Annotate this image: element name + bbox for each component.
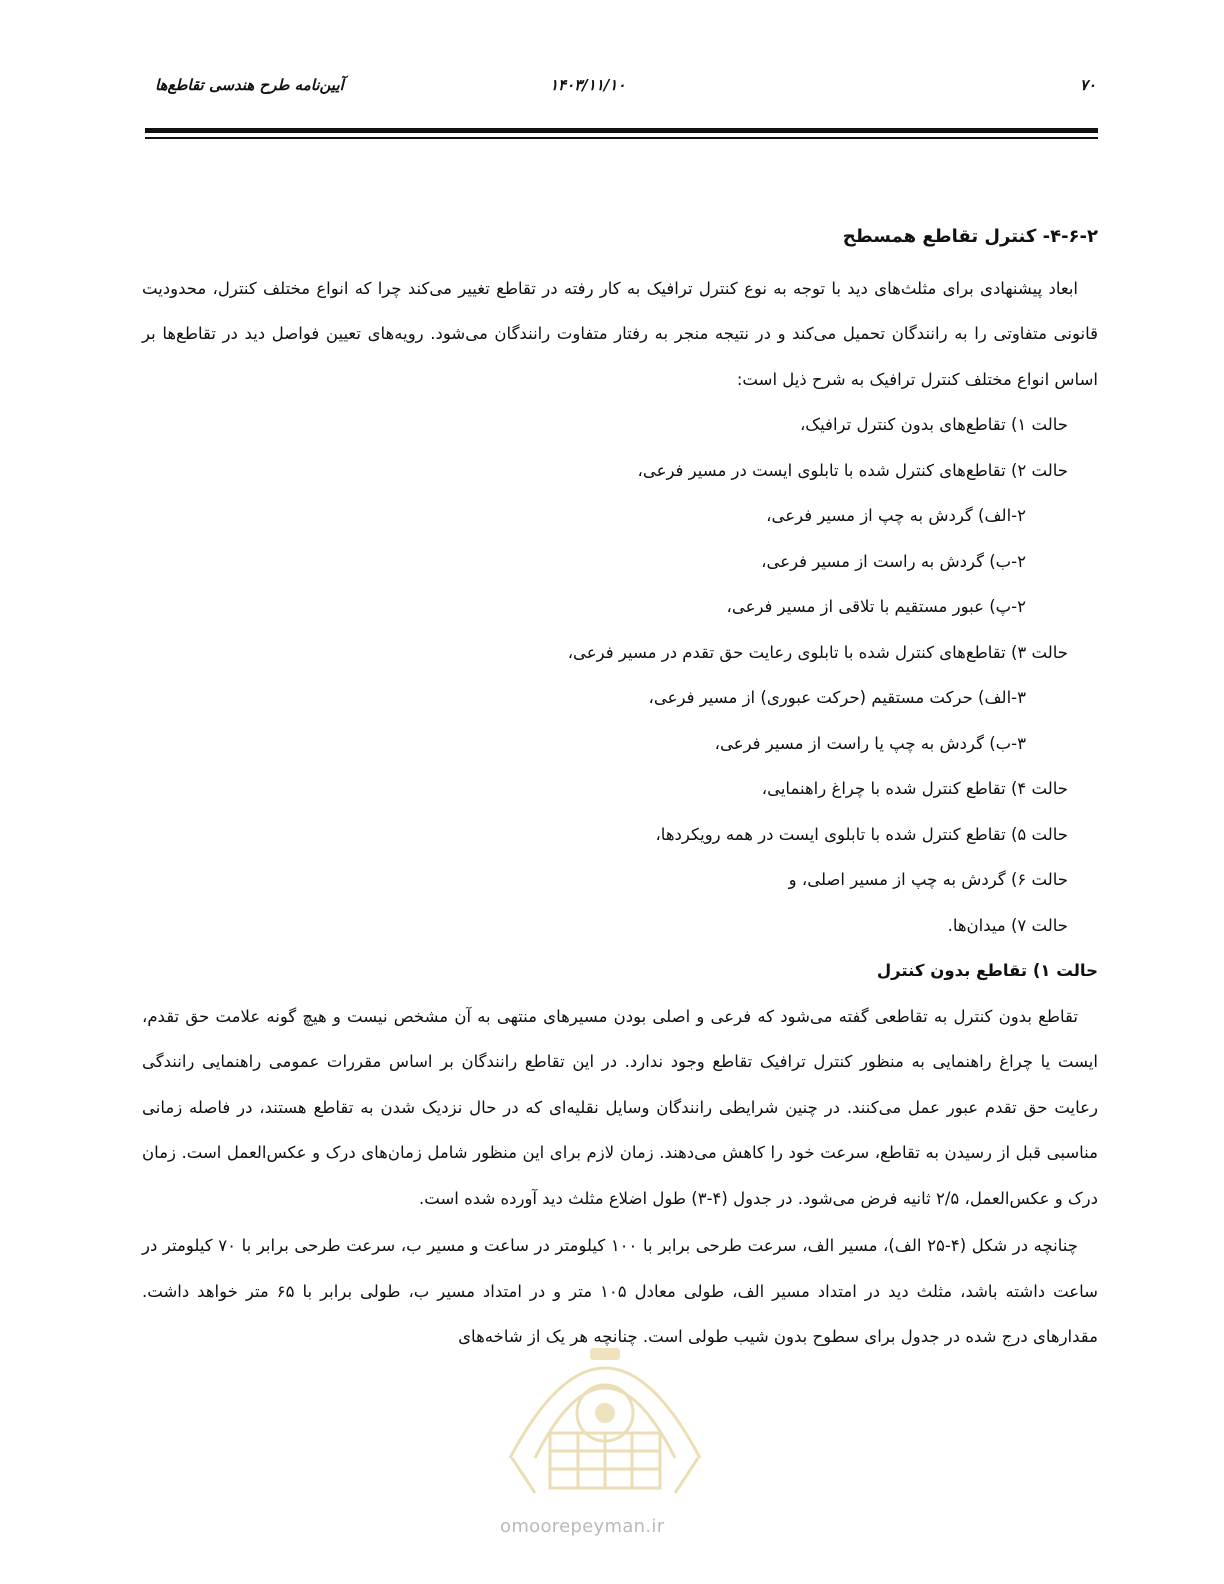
case1-heading: حالت ۱) تقاطع بدون کنترل — [876, 961, 1098, 980]
watermark-url: omoorepeyman.ir — [500, 1516, 665, 1537]
case-item: حالت ۱) تقاطع‌های بدون کنترل ترافیک، — [799, 415, 1068, 434]
subcase-item: ۲-ب) گردش به راست از مسیر فرعی، — [761, 551, 1026, 571]
page-number: ۷۰ — [1079, 76, 1096, 94]
case-item: حالت ۷) میدان‌ها. — [947, 915, 1068, 935]
header-rule-thin — [145, 137, 1098, 139]
example-paragraph: چنانچه در شکل (۴-۲۵ الف)، مسیر الف، سرعت طرحی برابر با ۱۰۰ کیلومتر در ساعت و مسیر ب، سرعت طرحی برابر با ۷۰ کیلومتر در ساعت داشته باشد، مثلث دید در امتداد مسیر الف، طولی معادل ۱۰۵ متر و در امتداد مسیر ب، طولی برابر با ۶۵ متر خواهد داشت. مقدارهای درج شده در جدول برای سطوح بدون شیب طولی است. چنانچه هر یک از شاخه‌های — [142, 1236, 1099, 1346]
section-heading: ۴-۶-۲- کنترل تقاطع همسطح — [842, 226, 1098, 247]
case-item: حالت ۴) تقاطع کنترل شده با چراغ راهنمایی، — [761, 779, 1068, 798]
case-item: حالت ۲) تقاطع‌های کنترل شده با تابلوی ایست در مسیر فرعی، — [637, 460, 1068, 480]
header-rule-thick — [145, 128, 1098, 133]
case1-paragraph: تقاطع بدون کنترل به تقاطعی گفته می‌شود که فرعی و اصلی بودن مسیرهای منتهی به آن مشخص نیست و هیچ گونه علامت حق تقدم، ایست یا چراغ راهنمایی به منظور کنترل ترافیک تقاطع وجود ندارد. در این تقاطع رانندگان بر اساس مقررات عمومی راهنمایی رانندگی رعایت حق تقدم عبور عمل می‌کنند. در چنین شرایطی رانندگان وسایل نقلیه‌ای که در حال نزدیک شدن به تقاطع هستند، در فاصله زمانی مناسبی قبل از رسیدن به تقاطع، سرعت خود را کاهش می‌دهند. زمان لازم برای این منظور شامل زمان‌های درک و عکس‌العمل است. زمان درک و عکس‌العمل، ۲/۵ ثانیه فرض می‌شود. در جدول (۴-۳) طول اضلاع مثلث دید آورده شده است. — [142, 1006, 1098, 1208]
page-header — [145, 76, 1098, 106]
header-title: آیین‌نامه طرح هندسی تقاطع‌ها — [155, 76, 344, 94]
case-item: حالت ۳) تقاطع‌های کنترل شده با تابلوی رعایت حق تقدم در مسیر فرعی، — [567, 642, 1068, 662]
subcase-item: ۳-ب) گردش به چپ یا راست از مسیر فرعی، — [714, 733, 1026, 753]
header-date: ۱۴۰۳/۱۱/۱۰ — [550, 76, 626, 94]
subcase-item: ۲-پ) عبور مستقیم با تلاقی از مسیر فرعی، — [726, 597, 1026, 616]
case-item: حالت ۵) تقاطع کنترل شده با تابلوی ایست در همه رویکردها، — [655, 824, 1068, 844]
subcase-item: ۳-الف) حرکت مستقیم (حرکت عبوری) از مسیر فرعی، — [648, 688, 1026, 707]
case-item: حالت ۶) گردش به چپ از مسیر اصلی، و — [788, 870, 1068, 889]
intro-paragraph: ابعاد پیشنهادی برای مثلث‌های دید با توجه به نوع کنترل ترافیک به کار رفته در تقاطع تغییر می‌کند چرا که انواع مختلف کنترل، محدودیت قانونی متفاوتی را به رانندگان تحمیل می‌کند و در نتیجه منجر به رفتار متفاوت رانندگان می‌شود. رویه‌های تعیین فواصل دید در تقاطع‌ها بر اساس انواع مختلف کنترل ترافیک به شرح ذیل است: — [142, 278, 1098, 389]
subcase-item: ۲-الف) گردش به چپ از مسیر فرعی، — [766, 506, 1026, 525]
body-text — [142, 214, 1098, 1360]
